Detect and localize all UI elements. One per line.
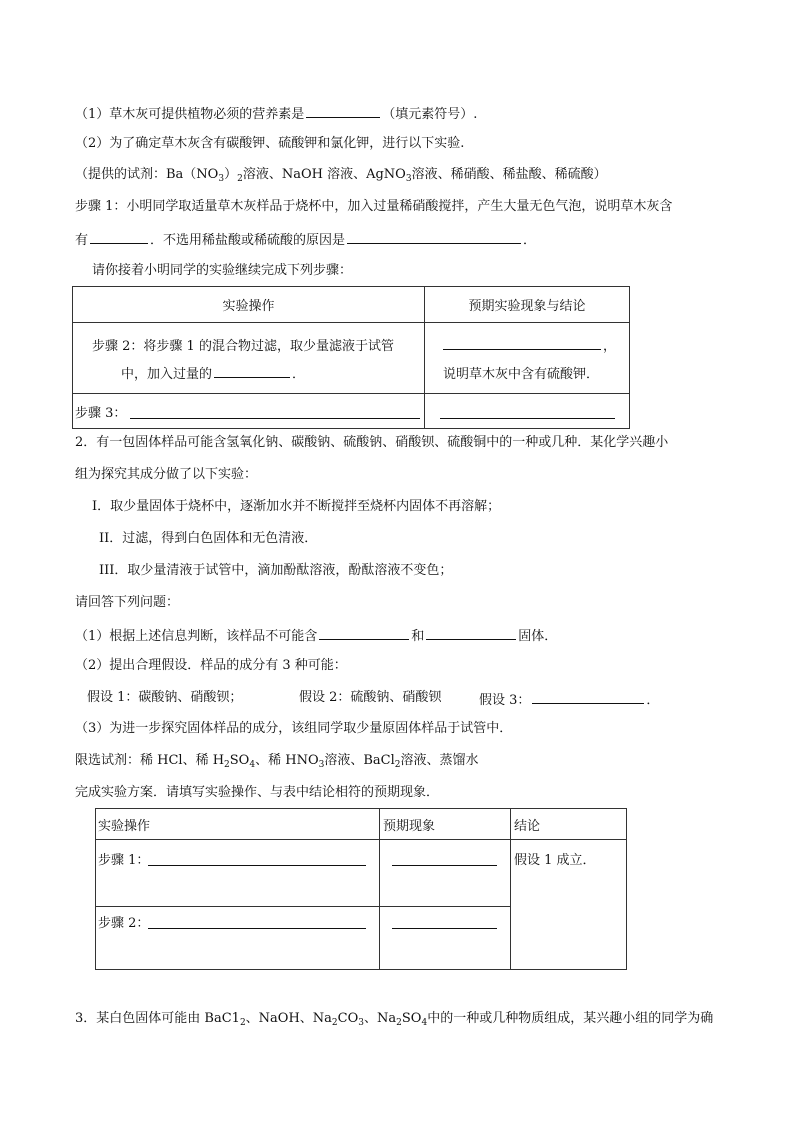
q1-step1-line1: 步骤 1：小明同学取适量草木灰样品于烧杯中，加入过量稀硝酸搅拌，产生大量无色气泡，说明草木灰含: [75, 199, 673, 214]
q3-intro: 3．某白色固体可能由 $BaC1_2$、NaOH、$Na_2CO_3$、$Na_2SO_4$中的一种或几种物质组成，某兴趣小组的同学为确: [75, 1011, 714, 1028]
table-header-conclusion: 结论: [511, 809, 627, 840]
table-cell-step2: 步骤 2：: [96, 907, 380, 970]
table-cell-step2: 步骤 2：将步骤 1 的混合物过滤，取少量滤液于试管 中，加入过量的 ．: [73, 323, 425, 394]
answer-blank[interactable]: [148, 865, 366, 866]
table-cell-conclusion: 假设 1 成立．: [511, 840, 627, 970]
table-cell-step1: 步骤 1：: [96, 840, 380, 907]
answer-blank[interactable]: [214, 363, 290, 378]
q2-limited-reagents: 限选试剂：稀 HCl、稀 $H_2SO_4$、稀 $HNO_3$溶液、BaCl$_2$溶液、蒸馏水: [75, 753, 479, 770]
answer-blank[interactable]: [392, 865, 497, 866]
answer-blank[interactable]: [148, 928, 366, 929]
table-cell-step3: 步骤 3：: [73, 394, 425, 429]
q2-part3: （3）为进一步探究固体样品的成分，该组同学取少量原固体样品于试管中．: [75, 721, 513, 736]
table-cell-step3-result: [425, 394, 630, 429]
q1-experiment-table: [72, 286, 630, 429]
q2-intro-line1: 2．有一包固体样品可能含氢氧化钠、碳酸钠、硫酸钠、硝酸钡、硫酸铜中的一种或几种．某化学兴趣小: [75, 435, 669, 450]
table-cell-step2-expected: [380, 907, 511, 970]
q1-reagents: （提供的试剂：$Ba(NO_3)_2$溶液、NaOH 溶液、AgNO$_3$溶液、稀硝酸、稀盐酸、稀硫酸）: [75, 167, 607, 184]
q2-hypothesis-2: 假设 2：硫酸钠、硝酸钡: [299, 690, 442, 705]
answer-blank[interactable]: [440, 418, 615, 419]
table-header-expected: 预期实验现象与结论: [425, 287, 630, 323]
table-header-operation: 实验操作: [96, 809, 380, 840]
q1-continue-prompt: 请你接着小明同学的实验继续完成下列步骤：: [92, 263, 353, 278]
table-header-operation: 实验操作: [73, 287, 425, 323]
answer-blank[interactable]: [306, 103, 380, 118]
answer-blank[interactable]: [392, 928, 497, 929]
q2-experiment-table: [95, 808, 627, 970]
q2-step-ii: II．过滤，得到白色固体和无色清液．: [99, 531, 318, 546]
answer-blank[interactable]: [532, 689, 644, 704]
q2-step-iii: III．取少量清液于试管中，滴加酚酞溶液，酚酞溶液不变色；: [99, 563, 453, 578]
answer-blank[interactable]: [130, 418, 420, 419]
q2-part2: （2）提出合理假设．样品的成分有 3 种可能：: [75, 658, 347, 673]
q2-intro-line2: 组为探究其成分做了以下实验：: [75, 467, 258, 482]
table-cell-step2-result: ， 说明草木灰中含有硫酸钾．: [425, 323, 630, 394]
q2-ask: 请回答下列问题：: [75, 595, 180, 610]
answer-blank[interactable]: [443, 335, 601, 350]
q2-part1: （1）根据上述信息判断，该样品不可能含 和 固体．: [75, 625, 557, 646]
q2-step-i: I．取少量固体于烧杯中，逐渐加水并不断搅拌至烧杯内固体不再溶解；: [92, 499, 501, 514]
q1-part2: （2）为了确定草木灰含有碳酸钾、硫酸钾和氯化钾，进行以下实验.: [75, 136, 465, 151]
answer-blank[interactable]: [319, 625, 409, 640]
table-cell-step1-expected: [380, 840, 511, 907]
answer-blank[interactable]: [90, 229, 148, 244]
q2-complete-instruction: 完成实验方案．请填写实验操作、与表中结论相符的预期现象．: [75, 785, 440, 800]
q2-hypothesis-3: 假设 3： ．: [479, 689, 659, 710]
answer-blank[interactable]: [347, 229, 521, 244]
q1-step1-line2: 有 ．不选用稀盐酸或稀硫酸的原因是 ．: [75, 229, 536, 250]
table-header-expected: 预期现象: [380, 809, 511, 840]
q1-part1: （1）草木灰可提供植物必须的营养素是 （填元素符号）.: [75, 103, 477, 124]
q2-hypothesis-1: 假设 1：碳酸钠、硝酸钡；: [87, 690, 243, 705]
answer-blank[interactable]: [426, 625, 516, 640]
